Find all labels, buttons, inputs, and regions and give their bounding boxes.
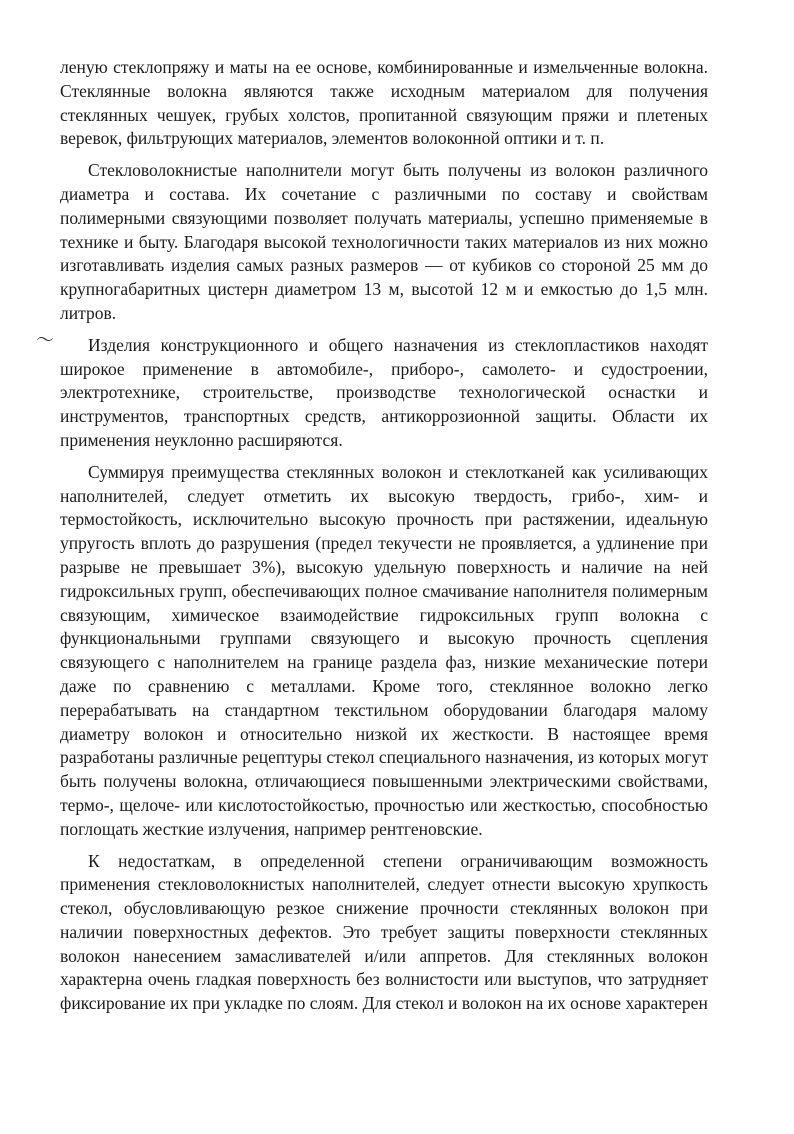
paragraph-fillers-overview: Стекловолокнистые наполнители могут быть получены из волокон различного диаметра и состава. Их сочетание с различными по составу и свойствам полимерными связующими позволяет получать материалы, успешно применяемые в технике и быту. Благодаря высокой технологичности таких материалов из них можно изготавливать изделия самых разных размеров — от кубиков со стороной 25 мм до крупногабаритных цистерн диаметром 13 м, высотой 12 м и емкостью до 1,5 млн. литров. [60,160,708,323]
paragraph-applications: Изделия конструкционного и общего назначения из стеклопластиков находят широкое применение в автомобиле-, приборо-, самолето- и судостроении, электротехнике, строительстве, производстве технологической оснастки и инструментов, транспортных средств, антикоррозионной защиты. Области их применения неуклонно расширяются. [60,334,708,450]
paragraph-advantages: Суммируя преимущества стеклянных волокон и стеклотканей как усиливающих наполнителей, следует отметить их высокую твердость, грибо-, хим- и термостойкость, исключительно высокую прочность при растяжении, идеальную упругость вплоть до разрушения (предел текучести не проявляется, а удлинение при разрыве не превышает 3%), высокую удельную поверхность и наличие на ней гидроксильных групп, обеспечивающих полное смачивание наполнителя полимерным связующим, химическое взаимодействие гидроксильных групп волокна с функциональными группами связующего и высокую прочность сцепления связующего с наполнителем на границе раздела фаз, низкие механические потери даже по сравнению с металлами. Кроме того, стеклянное волокно легко перерабатывать на стандартном текстильном оборудовании благодаря малому диаметру волокон и относительно низкой их жесткости. В настоящее время разработаны различные рецептуры стекол специального назначения, из которых могут быть получены волокна, отличающиеся повышенными электрическими свойствами, термо-, щелоче- или кислотостойкостью, прочностью или жесткостью, способностью поглощать жесткие излучения, например рентгеновские. [60,461,708,839]
margin-annotation-mark: 〜 [36,330,54,351]
page-text-body [60,56,708,1024]
paragraph-continuation: леную стеклопряжу и маты на ее основе, комбинированные и измельченные волокна. Стеклянные волокна являются также исходным материалом для получения стеклянных чешуек, грубых холстов, пропитанной связующим пряжи и плетеных веревок, фильтрующих материалов, элементов волоконной оптики и т. п. [60,57,708,149]
paragraph-disadvantages: К недостаткам, в определенной степени ограничивающим возможность применения стекловолокнистых наполнителей, следует отнести высокую хрупкость стекол, обусловливающую резкое снижение прочности стеклянных волокон при наличии поверхностных дефектов. Это требует защиты поверхности стеклянных волокон нанесением замасливателей и/или аппретов. Для стеклянных волокон характерна очень гладкая поверхность без волнистости или выступов, что затрудняет фиксирование их при укладке по слоям. Для стекол и волокон на их основе характерен [60,850,708,1014]
